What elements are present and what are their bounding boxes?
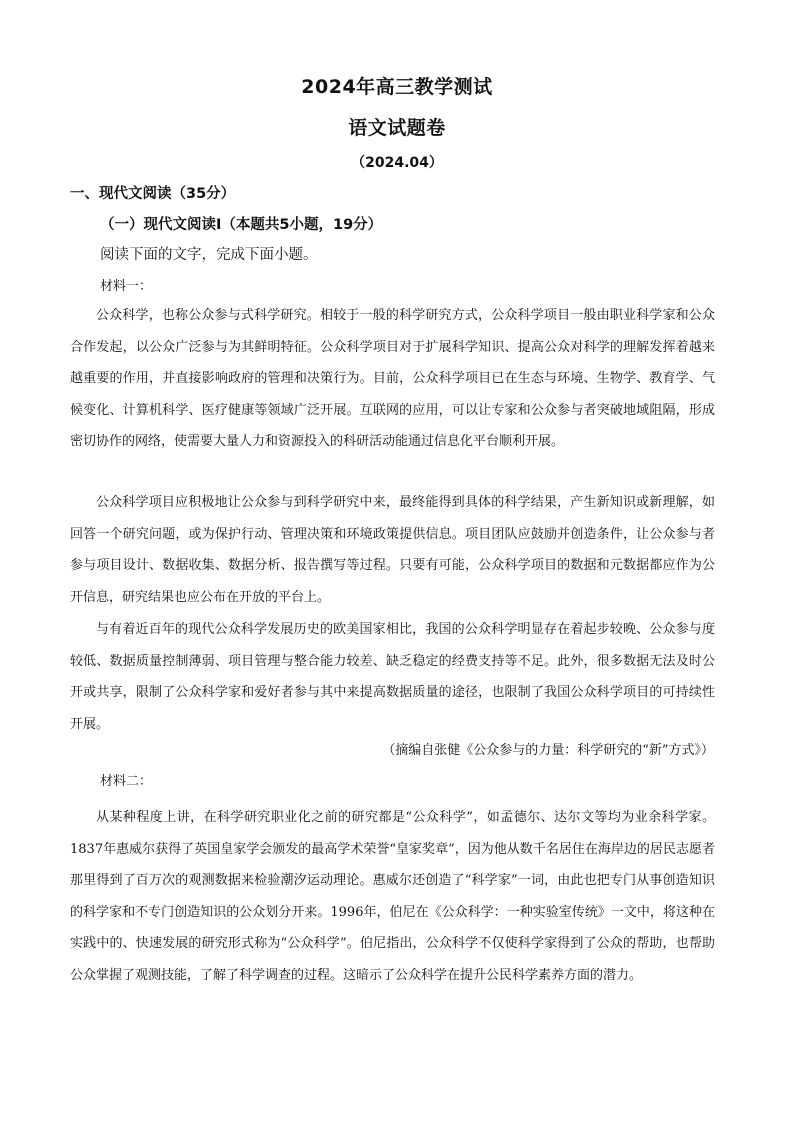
- exam-date: （2024.04）: [351, 155, 443, 171]
- material-one-label: 材料一：: [100, 279, 153, 294]
- material-two-paragraph-1: [70, 802, 715, 992]
- paragraph-text: 从某种程度上讲，在科学研究职业化之前的研究都是“公众科学”，如孟德尔、达尔文等均为业余科学家。1837年惠威尔获得了英国皇家学会颁发的最高学术荣誉“皇家奖章”，因为他从数千名居住在海岸边的居民志愿者那里得到了百万次的观测数据来检验潮汐运动理论。惠威尔还创造了“科学家”一词，由此也把专门从事创造知识的科学家和不专门创造知识的公众划分开来。1996年，伯尼在《公众科学：一种实验室传统》一文中，将这种在实践中的、快速发展的研究形式称为“公众科学”。伯尼指出，公众科学不仅使科学家得到了公众的帮助，也帮助公众掌握了观测技能，了解了科学调查的过程。这暗示了公众科学在提升公民科学素养方面的潜力。: [70, 810, 715, 983]
- material-two-label: 材料二：: [100, 774, 153, 789]
- paragraph-text: 公众科学，也称公众参与式科学研究。相较于一般的科学研究方式，公众科学项目一般由职业科学家和公众合作发起，以公众广泛参与为其鲜明特征。公众科学项目对于扩展科学知识、提高公众对科学的理解发挥着越来越重要的作用，并直接影响政府的管理和决策行为。目前，公众科学项目已在生态与环境、生物学、教育学、气候变化、计算机科学、医疗健康等领域广泛开展。互联网的应用，可以让专家和公众参与者突破地域阻隔，形成密切协作的网络，使需要大量人力和资源投入的科研活动能通过信息化平台顺利开展。: [70, 308, 715, 450]
- material-one-paragraph-2: [70, 487, 715, 613]
- material-one-source: （摘编自张健《公众参与的力量：科学研究的“新”方式》）: [382, 743, 714, 758]
- reading-instruction: 阅读下面的文字，完成下面小题。: [100, 247, 318, 263]
- exam-subtitle: 语文试题卷: [348, 117, 446, 139]
- section-heading: 一、现代文阅读（35分）: [70, 186, 236, 202]
- exam-title: 2024年高三教学测试: [301, 76, 493, 98]
- material-one-paragraph-3: [70, 614, 715, 740]
- paragraph-text: 与有着近百年的现代公众科学发展历史的欧美国家相比，我国的公众科学明显存在着起步较晚、公众参与度较低、数据质量控制薄弱、项目管理与整合能力较差、缺乏稳定的经费支持等不足。此外，很多数据无法及时公开或共享，限制了公众科学家和爱好者参与其中来提高数据质量的途径，也限制了我国公众科学项目的可持续性开展。: [70, 622, 715, 732]
- material-one-paragraph-1: [70, 300, 715, 458]
- subsection-heading: （一）现代文阅读Ⅰ（本题共5小题，19分）: [100, 217, 383, 233]
- paragraph-text: 公众科学项目应积极地让公众参与到科学研究中来，最终能得到具体的科学结果，产生新知识或新理解，如回答一个研究问题，或为保护行动、管理决策和环境政策提供信息。项目团队应鼓励并创造条件，让公众参与者参与项目设计、数据收集、数据分析、报告撰写等过程。只要有可能，公众科学项目的数据和元数据都应作为公开信息，研究结果也应公布在开放的平台上。: [70, 495, 715, 605]
